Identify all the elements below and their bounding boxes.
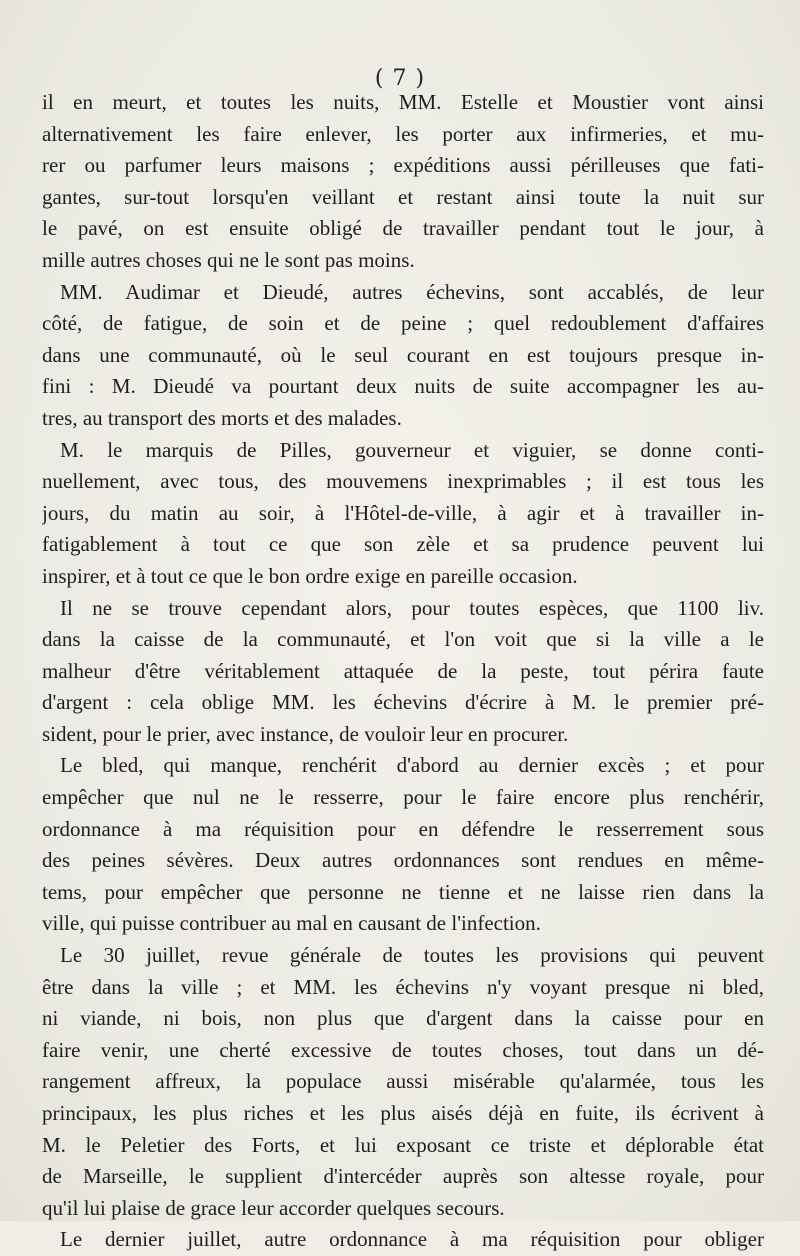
text-line: d'argent : cela oblige MM. les échevins d'écrire à M. le premier pré- xyxy=(42,690,764,715)
text-line: faire venir, une cherté excessive de toutes choses, tout dans un dé- xyxy=(42,1037,764,1062)
text-line: Le bled, qui manque, renchérit d'abord au dernier excès ; et pour xyxy=(60,753,764,778)
text-line: rer ou parfumer leurs maisons ; expéditions aussi périlleuses que fati- xyxy=(42,153,764,178)
text-line: malheur d'être véritablement attaquée de la peste, tout périra faute xyxy=(42,658,764,683)
text-line: rangement affreux, la populace aussi misérable qu'alarmée, tous les xyxy=(42,1069,764,1094)
text-line: alternativement les faire enlever, les porter aux infirmeries, et mu- xyxy=(42,121,764,146)
page-number: ( 7 ) xyxy=(374,66,426,91)
text-line: ni viande, ni bois, non plus que d'argent dans la caisse pour en xyxy=(42,1006,764,1031)
text-line: ville, qui puisse contribuer au mal en causant de l'infection. xyxy=(42,911,541,936)
text-line: des peines sévères. Deux autres ordonnances sont rendues en même- xyxy=(42,848,764,873)
text-line: M. le Peletier des Forts, et lui exposant ce triste et déplorable état xyxy=(42,1132,764,1157)
text-line: côté, de fatigue, de soin et de peine ; quel redoublement d'affaires xyxy=(42,311,764,336)
text-line: Le dernier juillet, autre ordonnance à ma réquisition pour obliger xyxy=(60,1227,764,1252)
text-line: Le 30 juillet, revue générale de toutes les provisions qui peuvent xyxy=(60,943,764,968)
text-line: dans la caisse de la communauté, et l'on voit que si la ville a le xyxy=(42,627,764,652)
text-line: M. le marquis de Pilles, gouverneur et viguier, se donne conti- xyxy=(60,437,764,462)
text-line: être dans la ville ; et MM. les échevins n'y voyant presque ni bled, xyxy=(42,974,764,999)
text-line: principaux, les plus riches et les plus aisés déjà en fuite, ils écrivent à xyxy=(42,1101,764,1125)
text-line: inspirer, et à tout ce que le bon ordre exige en pareille occasion. xyxy=(42,563,578,588)
text-line: de Marseille, le supplient d'intercéder auprès son altesse royale, pour xyxy=(42,1164,764,1189)
text-line: nuellement, avec tous, des mouvemens inexprimables ; il est tous les xyxy=(42,469,764,494)
text-line: mille autres choses qui ne le sont pas moins. xyxy=(42,247,415,272)
text-line: le pavé, on est ensuite obligé de travailler pendant tout le jour, à xyxy=(42,216,764,241)
text-line: tres, au transport des morts et des malades. xyxy=(42,405,402,430)
text-line: empêcher que nul ne le resserre, pour le faire encore plus renchérir, xyxy=(42,785,764,810)
text-line: qu'il lui plaise de grace leur accorder quelques secours. xyxy=(42,1195,505,1220)
text-line: sident, pour le prier, avec instance, de vouloir leur en procurer. xyxy=(42,721,569,746)
text-line: Il ne se trouve cependant alors, pour toutes espèces, que 1100 liv. xyxy=(60,595,764,620)
text-line: ordonnance à ma réquisition pour en défendre le resserrement sous xyxy=(42,816,764,841)
text-line: dans une communauté, où le seul courant en est toujours presque in- xyxy=(42,342,764,367)
text-line: fini : M. Dieudé va pourtant deux nuits de suite accompagner les au- xyxy=(42,374,764,399)
text-line: tems, pour empêcher que personne ne tienne et ne laisse rien dans la xyxy=(42,879,764,904)
body-text xyxy=(42,87,764,1256)
text-line: gantes, sur-tout lorsqu'en veillant et restant ainsi toute la nuit sur xyxy=(42,184,764,209)
text-line: MM. Audimar et Dieudé, autres échevins, sont accablés, de leur xyxy=(60,279,764,304)
text-line: il en meurt, et toutes les nuits, MM. Estelle et Moustier vont ainsi xyxy=(42,90,764,114)
text-line: fatigablement à tout ce que son zèle et sa prudence peuvent lui xyxy=(42,532,764,557)
text-line: jours, du matin au soir, à l'Hôtel-de-ville, à agir et à travailler in- xyxy=(42,500,764,525)
